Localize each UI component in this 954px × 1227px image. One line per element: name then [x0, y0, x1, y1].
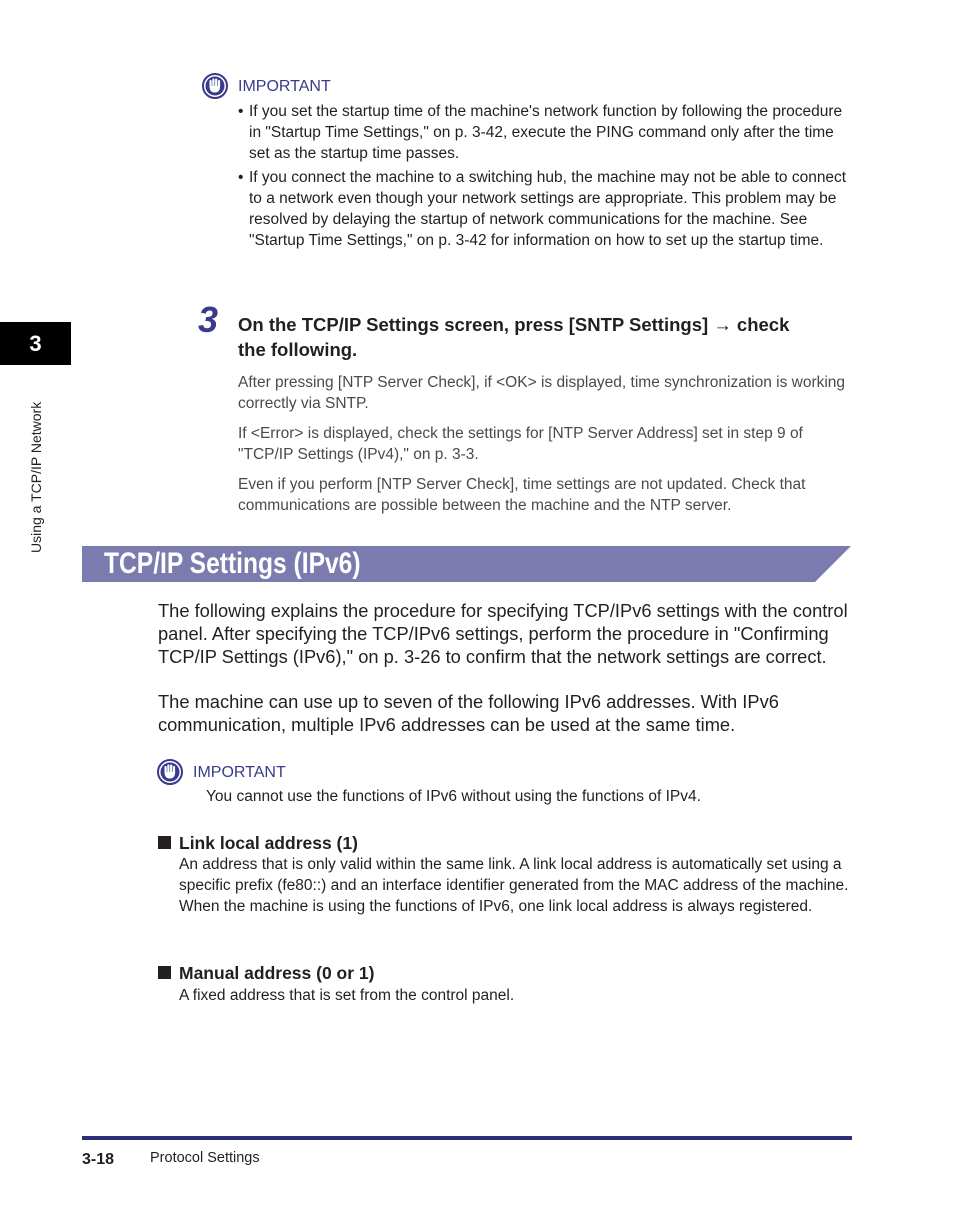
subsection-heading: Link local address (1) [158, 833, 358, 853]
subsection-text: A fixed address that is set from the control panel. [179, 987, 515, 1004]
important-note-1 [202, 73, 228, 104]
square-bullet-icon [158, 966, 171, 979]
step-paragraph: After pressing [NTP Server Check], if <OK> is displayed, time synchronization is working correctly via SNTP. [238, 374, 846, 412]
bullet-dot-icon: • [238, 103, 244, 120]
hand-stop-icon [202, 73, 228, 99]
step-number: 3 [198, 299, 219, 340]
square-bullet-icon [158, 836, 171, 849]
section-intro: The machine can use up to seven of the following IPv6 addresses. With IPv6 communication, multiple IPv6 addresses can be used at the same time. [158, 691, 779, 735]
step-paragraph: If <Error> is displayed, check the settings for [NTP Server Address] set in step 9 of "TCP/IP Settings (IPv4)," on p. 3-3. [238, 425, 803, 463]
list-item: • If you set the startup time of the machine's network function by following the procedure in "Startup Time Settings," on p. 3-42, execute the PING command only after the time set as the startup time passes. [238, 103, 843, 162]
step-paragraph: Even if you perform [NTP Server Check], time settings are not updated. Check that communications are possible between the machine and the NTP server. [238, 476, 806, 514]
page-number: 3-18 [82, 1151, 115, 1168]
step-title: On the TCP/IP Settings screen, press [SNTP Settings] → check the following. [238, 314, 790, 360]
section-intro: The following explains the procedure for specifying TCP/IPv6 settings with the control panel. After specifying the TCP/IPv6 settings, perform the procedure in "Confirming TCP/IP Settings (IPv6)," on p. 3-26 to confirm that the network settings are correct. [158, 600, 848, 667]
important-bullet-list [238, 101, 850, 254]
section-title: TCP/IP Settings (IPv6) [104, 547, 361, 580]
subsection-text: An address that is only valid within the same link. A link local address is automatically set using a specific prefix (fe80::) and an interface identifier generated from the MAC address of the machine. When the machine is using the functions of IPv6, one link local address is always registered. [179, 856, 849, 915]
list-item: • If you connect the machine to a switching hub, the machine may not be able to connect to a network even though your network settings are appropriate. This problem may be resolved by delaying the startup of network communications for the machine. See "Startup Time Settings," on p. 3-42 for information on how to set up the startup time. [238, 169, 847, 249]
bullet-dot-icon: • [238, 169, 244, 186]
important-text: You cannot use the functions of IPv6 without using the functions of IPv4. [206, 788, 701, 805]
chapter-side-title: Using a TCP/IP Network [28, 401, 44, 553]
footer-title: Protocol Settings [150, 1150, 260, 1166]
footer-rule [82, 1136, 852, 1140]
important-label: IMPORTANT [238, 78, 331, 95]
important-label: IMPORTANT [193, 764, 286, 781]
subsection-heading: Manual address (0 or 1) [158, 963, 374, 983]
important-note-2 [157, 759, 183, 790]
chapter-tab: 3 [0, 322, 71, 365]
hand-stop-icon [157, 759, 183, 785]
